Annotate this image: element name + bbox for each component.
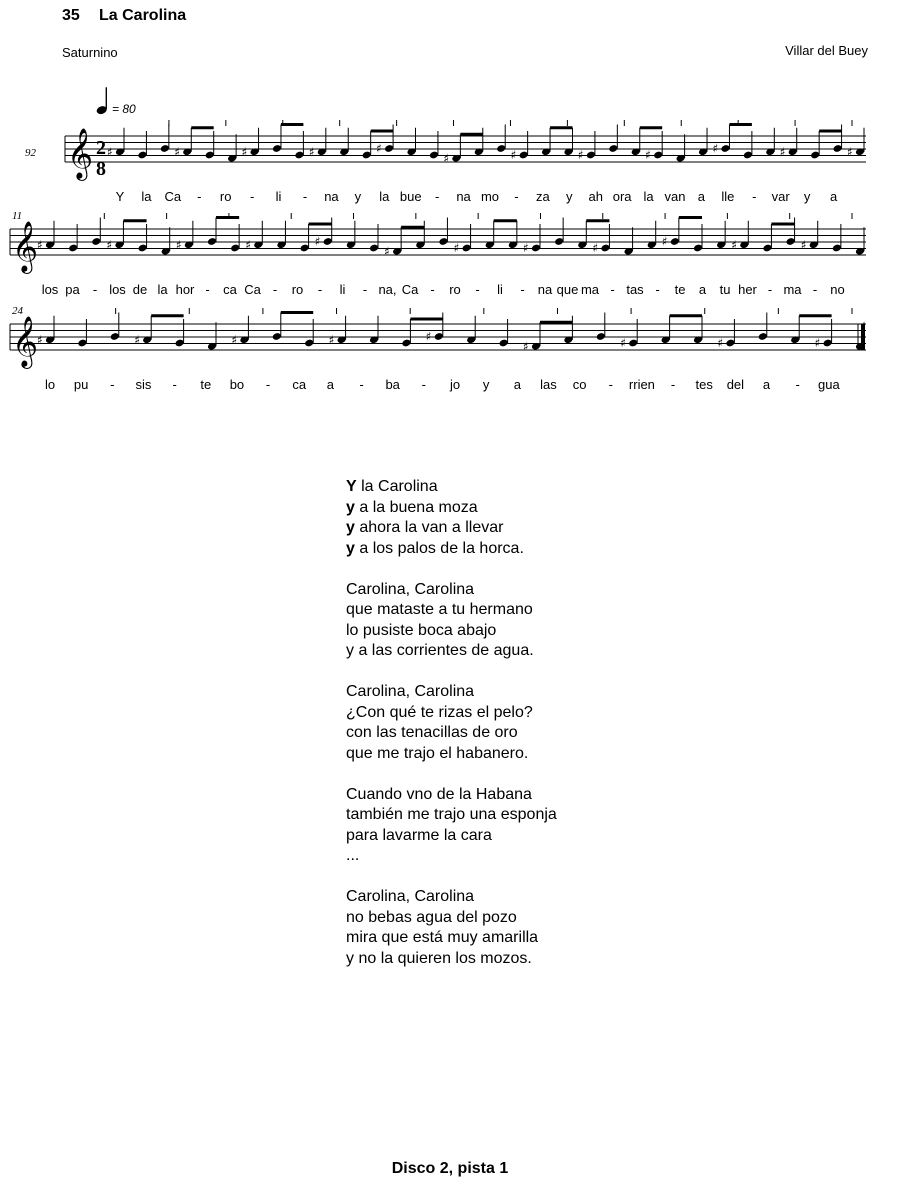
lyric-syllable: ca — [292, 377, 307, 392]
lyric-syllable: - — [812, 282, 818, 297]
lyric-syllable: ma — [783, 282, 802, 297]
lyric-syllable: a — [697, 189, 706, 204]
lyric-syllable: - — [172, 377, 177, 392]
lyric-syllable: - — [359, 377, 364, 392]
lyrics-line-text: y no la quieren los mozos. — [346, 949, 532, 967]
lyrics-stanza — [346, 682, 557, 764]
sharp-icon: ♯ — [107, 144, 113, 159]
treble-clef-icon: 𝄞 — [67, 128, 94, 179]
lyrics-line — [346, 539, 557, 560]
lyrics-line — [346, 703, 557, 724]
lyric-syllable: - — [92, 282, 98, 297]
lyric-syllable: li — [497, 282, 503, 297]
lyric-syllable: - — [249, 189, 255, 204]
lyrics-line — [346, 826, 557, 847]
lyric-syllable: ora — [612, 189, 632, 204]
sharp-icon: ♯ — [175, 237, 182, 252]
lyrics-line — [346, 846, 557, 867]
sharp-icon: ♯ — [661, 234, 668, 249]
lyrics-line — [346, 928, 557, 949]
lyric-syllable: na — [456, 189, 471, 204]
lyric-syllable: - — [514, 189, 519, 204]
disc-track-label: Disco 2, pista 1 — [391, 1160, 509, 1177]
lyric-syllable: a — [762, 377, 771, 392]
lyric-syllable: lo — [44, 377, 56, 392]
sharp-icon: ♯ — [425, 329, 432, 344]
location-name: Villar del Buey — [785, 43, 868, 58]
lyric-syllable: Y — [115, 189, 125, 204]
lyric-syllable: Ca — [244, 282, 261, 297]
lyrics-line-text: Carolina, Carolina — [346, 580, 475, 598]
lyric-syllable: - — [752, 189, 757, 204]
lyrics-line — [346, 908, 557, 929]
lyrics-line-lead: y — [346, 498, 355, 516]
lyric-syllable: Ca — [401, 282, 419, 297]
sharp-icon: ♯ — [37, 237, 43, 252]
lyrics-line-text: también me trajo una esponja — [346, 806, 557, 823]
lyrics-line — [346, 621, 557, 642]
sharp-icon: ♯ — [443, 151, 450, 166]
lyrics-line-text: con las tenacillas de oro — [346, 724, 518, 741]
lyric-syllable: ma — [580, 282, 600, 297]
lyric-syllable: pa — [65, 282, 80, 297]
lyric-syllable: los — [109, 282, 126, 297]
lyrics-line-text: mira que está muy amarilla — [346, 929, 539, 946]
music-score — [0, 100, 900, 400]
lyric-syllable: - — [655, 282, 660, 297]
lyrics-line-text: Carolina, Carolina — [346, 888, 475, 905]
song-number: 35 — [62, 7, 80, 24]
lyric-syllable: - — [421, 377, 427, 392]
lyric-syllable: a — [698, 282, 707, 297]
sharp-icon: ♯ — [174, 144, 181, 159]
sharp-icon: ♯ — [645, 148, 651, 162]
lyric-syllable: - — [265, 377, 271, 392]
sharp-icon: ♯ — [731, 237, 738, 252]
sharp-icon: ♯ — [453, 241, 460, 255]
lyric-syllable: mo — [480, 189, 500, 204]
lyric-syllable: Ca — [164, 189, 182, 204]
lyrics-line — [346, 600, 557, 621]
sharp-icon: ♯ — [510, 148, 517, 162]
lyric-syllable: na, — [378, 282, 397, 297]
lyric-syllable: tu — [719, 282, 731, 297]
time-signature-bottom: 8 — [96, 158, 106, 180]
lyric-syllable: - — [608, 377, 613, 392]
sharp-icon: ♯ — [620, 336, 627, 350]
sharp-icon: ♯ — [106, 237, 113, 252]
sharp-icon: ♯ — [814, 336, 821, 350]
lyric-syllable: - — [317, 282, 323, 297]
sharp-icon: ♯ — [308, 144, 315, 159]
lyric-syllable: a — [513, 377, 521, 392]
lyric-syllable: rrien — [628, 377, 655, 392]
lyrics-line — [346, 887, 557, 908]
lyric-syllable: bo — [229, 377, 245, 392]
lyric-syllable: la — [379, 189, 390, 204]
lyric-syllable: van — [664, 189, 686, 204]
sharp-icon: ♯ — [847, 144, 853, 159]
lyrics-line-lead: y — [346, 539, 355, 557]
lyric-syllable: ba — [385, 377, 400, 392]
score-lyrics — [42, 189, 845, 392]
lyric-syllable: - — [795, 377, 800, 392]
lyric-syllable: li — [275, 189, 282, 204]
lyric-syllable: ro — [291, 282, 304, 297]
lyric-syllable: te — [200, 377, 212, 392]
sharp-icon: ♯ — [376, 141, 382, 156]
lyric-syllable: hor — [175, 282, 195, 297]
lyric-syllable: bue — [399, 189, 422, 204]
lyric-syllable: sis — [135, 377, 152, 392]
sharp-icon: ♯ — [328, 332, 335, 347]
lyric-syllable: gua — [817, 377, 840, 392]
sharp-icon: ♯ — [712, 141, 719, 156]
lyric-syllable: a — [829, 189, 838, 204]
sharp-icon: ♯ — [231, 332, 238, 347]
lyrics-line — [346, 518, 557, 539]
lyric-syllable: - — [475, 282, 480, 297]
lyric-syllable: las — [540, 377, 557, 392]
lyrics-line-text: ahora la van a llevar — [354, 519, 504, 536]
sharp-icon: ♯ — [245, 237, 252, 252]
lyrics-line-text: Cuando vno de la Habana — [346, 785, 532, 803]
lyrics-line-text: ¿Con qué te rizas el pelo? — [346, 703, 533, 721]
lyrics-line — [346, 641, 557, 662]
lyric-syllable: tas — [626, 282, 644, 297]
performer-name: Saturnino — [62, 45, 118, 60]
lyrics-line-text: que me trajo el habanero. — [346, 744, 529, 762]
lyric-syllable: no — [830, 282, 845, 297]
song-title: La Carolina — [99, 7, 187, 24]
lyrics-line — [346, 580, 557, 601]
lyric-syllable: ca — [223, 282, 237, 297]
lyric-syllable: los — [41, 282, 59, 297]
lyrics-text — [346, 477, 557, 990]
lyrics-line-lead: y — [346, 519, 355, 536]
lyric-syllable: y — [803, 189, 811, 204]
lyrics-line-lead: Y — [346, 478, 357, 495]
treble-clef-icon: 𝄞 — [12, 316, 39, 367]
tempo-value: = 80 — [112, 102, 136, 116]
sharp-icon: ♯ — [523, 241, 529, 255]
lyrics-line-text: no bebas agua del pozo — [346, 908, 517, 926]
lyric-syllable: - — [362, 282, 368, 297]
lyric-syllable: y — [566, 189, 573, 204]
lyric-syllable: - — [205, 282, 210, 297]
lyric-syllable: her — [738, 282, 757, 297]
lyric-syllable: del — [726, 377, 745, 392]
lyrics-stanza — [346, 887, 557, 969]
lyric-syllable: - — [302, 189, 308, 204]
lyric-syllable: - — [110, 377, 115, 392]
measure-number-3: 24 — [12, 305, 23, 317]
lyrics-line-text: lo pusiste boca abajo — [346, 621, 497, 639]
sharp-icon: ♯ — [384, 244, 390, 259]
lyric-syllable: var — [771, 189, 790, 204]
measure-number-2: 11 — [12, 210, 23, 222]
sharp-icon: ♯ — [523, 339, 529, 354]
sharp-icon: ♯ — [779, 144, 786, 159]
lyric-syllable: za — [535, 189, 550, 204]
lyrics-stanza — [346, 785, 557, 867]
lyrics-line-text: a los palos de la horca. — [354, 539, 524, 557]
lyric-syllable: ro — [449, 282, 461, 297]
sharp-icon: ♯ — [37, 332, 43, 347]
lyrics-stanza — [346, 580, 557, 662]
score-notes — [37, 120, 865, 353]
lyric-syllable: la — [141, 189, 152, 204]
lyric-syllable: - — [430, 282, 435, 297]
lyric-syllable: li — [339, 282, 346, 297]
lyric-syllable: - — [767, 282, 773, 297]
sharp-icon: ♯ — [717, 336, 724, 350]
lyric-syllable: tes — [695, 377, 713, 392]
lyric-syllable: - — [434, 189, 440, 204]
sharp-icon: ♯ — [800, 237, 807, 252]
lyric-syllable: y — [482, 377, 490, 392]
measure-number-1: 92 — [25, 147, 36, 159]
lyrics-line — [346, 744, 557, 765]
sharp-icon: ♯ — [577, 148, 584, 162]
time-signature-top: 2 — [96, 137, 106, 159]
lyric-syllable: - — [610, 282, 615, 297]
lyric-syllable: lle — [721, 189, 735, 204]
lyric-syllable: na — [324, 189, 339, 204]
lyric-syllable: pu — [73, 377, 89, 392]
lyrics-line-text: Carolina, Carolina — [346, 683, 475, 700]
lyric-syllable: - — [520, 282, 525, 297]
sharp-icon: ♯ — [241, 144, 248, 159]
sharp-icon: ♯ — [134, 332, 141, 347]
lyric-syllable: la — [157, 282, 168, 297]
lyrics-line-text: ... — [346, 847, 360, 864]
lyrics-line — [346, 477, 557, 498]
lyric-syllable: co — [572, 377, 587, 392]
lyric-syllable: - — [272, 282, 278, 297]
lyric-syllable: te — [674, 282, 686, 297]
lyrics-line — [346, 498, 557, 519]
lyrics-line — [346, 682, 557, 703]
lyrics-line — [346, 785, 557, 806]
lyrics-line-text: que mataste a tu hermano — [346, 601, 533, 618]
lyrics-line — [346, 949, 557, 970]
lyric-syllable: na — [537, 282, 553, 297]
lyric-syllable: la — [643, 189, 654, 204]
lyric-syllable: que — [556, 282, 579, 297]
lyrics-line-text: a la buena moza — [354, 498, 478, 516]
lyric-syllable: ro — [219, 189, 232, 204]
lyric-syllable: de — [132, 282, 148, 297]
lyric-syllable: ah — [588, 189, 603, 204]
lyrics-line-text: la Carolina — [356, 478, 438, 495]
lyrics-line — [346, 723, 557, 744]
lyrics-line — [346, 805, 557, 826]
lyric-syllable: - — [670, 377, 676, 392]
sharp-icon: ♯ — [314, 234, 321, 249]
lyric-syllable: - — [197, 189, 202, 204]
treble-clef-icon: 𝄞 — [12, 221, 39, 272]
lyric-syllable: y — [354, 189, 362, 204]
lyric-syllable: jo — [449, 377, 461, 392]
lyric-syllable: a — [326, 377, 335, 392]
sharp-icon: ♯ — [592, 241, 599, 255]
lyrics-line-text: para lavarme la cara — [346, 826, 492, 844]
lyrics-stanza — [346, 477, 557, 559]
lyrics-line-text: y a las corrientes de agua. — [346, 642, 534, 659]
